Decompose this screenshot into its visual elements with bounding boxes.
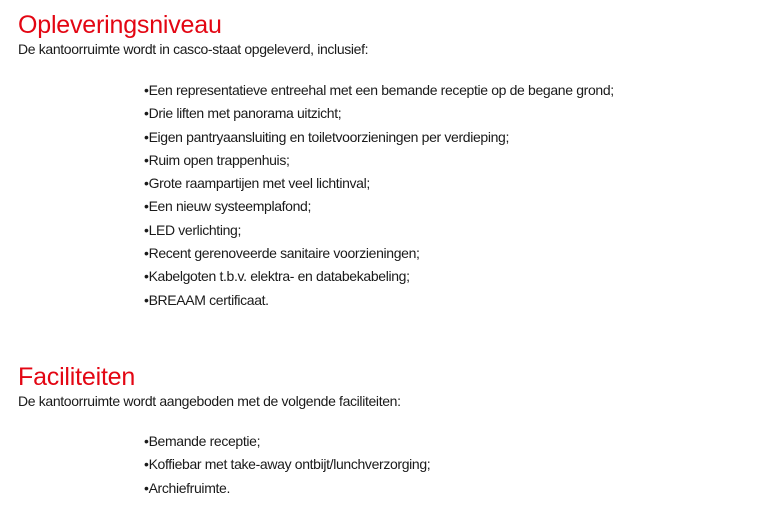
bullet-symbol: •	[144, 245, 149, 262]
bullet-symbol: •	[144, 433, 149, 449]
list-item	[144, 477, 770, 500]
bullet-list	[18, 79, 770, 312]
list-item-text: Kabelgoten t.b.v. elektra- en databekabeling;	[148, 268, 410, 285]
list-item-text: Archiefruimte.	[148, 479, 231, 496]
list-item-text: Bemande receptie;	[148, 433, 261, 449]
list-item	[144, 453, 770, 476]
section-faciliteiten	[18, 362, 770, 500]
list-item	[144, 289, 770, 312]
list-item-text: Eigen pantryaansluiting en toiletvoorzieningen per verdieping;	[148, 128, 510, 145]
list-item-text: Een representatieve entreehal met een bemande receptie op de begane grond;	[148, 82, 614, 98]
list-item	[144, 242, 770, 265]
section-heading: Opleveringsniveau	[18, 11, 222, 39]
section-intro: De kantoorruimte wordt aangeboden met de volgende faciliteiten:	[18, 393, 401, 409]
list-item	[144, 219, 770, 242]
bullet-symbol: •	[144, 128, 149, 145]
bullet-symbol: •	[144, 479, 149, 496]
bullet-symbol: •	[144, 268, 149, 285]
bullet-symbol: •	[144, 198, 149, 215]
bullet-symbol: •	[144, 151, 149, 168]
list-item	[144, 265, 770, 288]
list-item-text: Koffiebar met take-away ontbijt/lunchverzorging;	[148, 456, 431, 473]
list-item-text: Ruim open trappenhuis;	[148, 151, 290, 168]
bullet-symbol: •	[144, 221, 149, 238]
bullet-symbol: •	[144, 456, 149, 473]
list-item-text: Drie liften met panorama uitzicht;	[148, 105, 342, 122]
list-item	[144, 102, 770, 125]
section-intro: De kantoorruimte wordt in casco-staat opgeleverd, inclusief:	[18, 41, 369, 57]
list-item-text: Grote raampartijen met veel lichtinval;	[148, 175, 370, 192]
list-item	[144, 172, 770, 195]
bullet-symbol: •	[144, 105, 149, 122]
list-item	[144, 195, 770, 218]
bullet-symbol: •	[144, 291, 149, 308]
list-item	[144, 79, 770, 102]
section-heading: Faciliteiten	[18, 363, 136, 391]
bullet-list	[18, 430, 770, 500]
list-item	[144, 149, 770, 172]
list-item	[144, 126, 770, 149]
list-item-text: BREAAM certificaat.	[148, 291, 269, 308]
list-item-text: Recent gerenoveerde sanitaire voorzieningen;	[148, 245, 420, 262]
section-opleveringsniveau	[18, 10, 770, 312]
list-item-text: LED verlichting;	[148, 221, 242, 238]
list-item-text: Een nieuw systeemplafond;	[148, 198, 312, 215]
bullet-symbol: •	[144, 175, 149, 192]
bullet-symbol: •	[144, 82, 149, 98]
list-item	[144, 430, 770, 453]
